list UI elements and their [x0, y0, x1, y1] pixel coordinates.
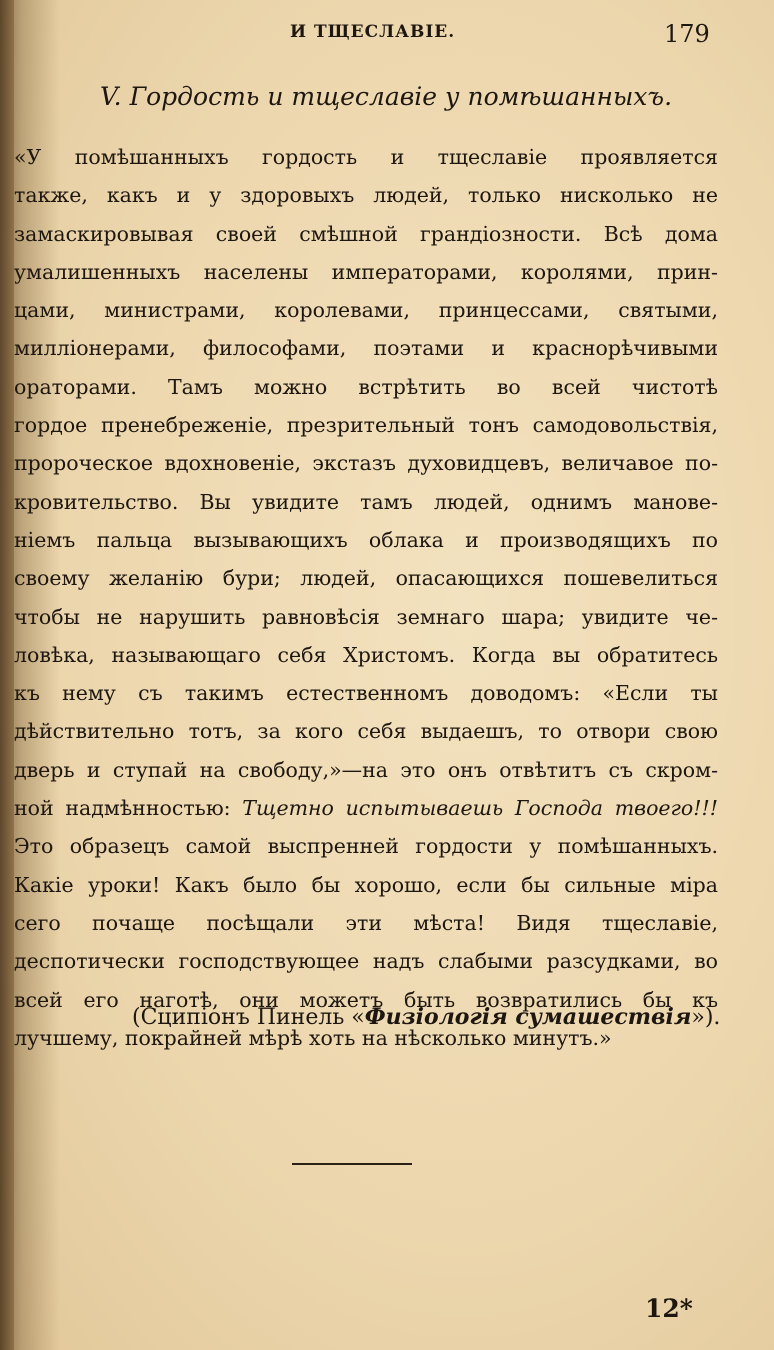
- text-line: замаскировывая своей смѣшной грандіозности. Всѣ дома: [14, 221, 718, 246]
- text-line: сего почаще посѣщали эти мѣста! Видя тщеславіе,: [14, 910, 718, 935]
- text-line: умалишенныхъ населены императорами, королями, прин-: [14, 259, 718, 284]
- text-line: деспотически господствующее надъ слабыми разсудками, во: [14, 949, 718, 974]
- section-end-rule: [292, 1163, 412, 1165]
- italic-quote: Тщетно испытываешь Господа твоего!!!: [242, 796, 718, 821]
- citation-book-title: Физіологія сумашествія: [364, 1004, 692, 1030]
- running-head: И ТЩЕСЛАВІЕ.: [290, 22, 456, 42]
- citation: [132, 1004, 720, 1030]
- text-line: также, какъ и у здоровыхъ людей, только нисколько не: [14, 183, 718, 208]
- text-line-prefix: ной надмѣнностью:: [14, 796, 243, 821]
- text-line: ловѣка, называющаго себя Христомъ. Когда вы обратитесь: [14, 642, 718, 667]
- body-text: [14, 138, 721, 1057]
- page-number: 179: [664, 20, 710, 48]
- text-line: «У помѣшанныхъ гордость и тщеславіе проявляется: [14, 145, 718, 169]
- text-line: дверь и ступай на свободу,»—на это онъ отвѣтитъ съ скром-: [14, 757, 718, 782]
- text-line: чтобы не нарушить равновѣсія земнаго шара; увидите че-: [14, 604, 718, 629]
- section-title: V. Гордость и тщеславіе у помѣшанныхъ.: [100, 82, 673, 111]
- text-line: Какіе уроки! Какъ было бы хорошо, если бы сильные міра: [14, 872, 718, 897]
- citation-author: (Сципіонъ Пинель «: [132, 1005, 365, 1030]
- text-line: кровительство. Вы увидите тамъ людей, однимъ манове-: [14, 489, 718, 514]
- text-line: Это образецъ самой выспренней гордости у помѣшанныхъ.: [14, 834, 718, 859]
- book-spine-shadow: [0, 0, 14, 1350]
- citation-close: »).: [691, 1005, 721, 1030]
- text-line: гордое пренебреженіе, презрительный тонъ самодовольствія,: [14, 413, 718, 438]
- text-line: ораторами. Тамъ можно встрѣтить во всей чистотѣ: [14, 374, 718, 399]
- text-line: своему желанію бури; людей, опасающихся пошевелиться: [14, 566, 718, 591]
- text-line: дѣйствительно тотъ, за кого себя выдаешъ, то отвори свою: [14, 719, 718, 744]
- text-line: къ нему съ такимъ естественномъ доводомъ: «Если ты: [14, 681, 718, 706]
- text-line: пророческое вдохновеніе, экстазъ духовидцевъ, величавое по-: [14, 451, 718, 476]
- signature-mark: 12*: [645, 1294, 693, 1323]
- text-line: милліонерами, философами, поэтами и краснорѣчивыми: [14, 336, 718, 361]
- text-line-last: лучшему, покрайней мѣрѣ хоть на нѣсколько минутъ.»: [14, 1025, 612, 1050]
- text-line: ніемъ пальца вызывающихъ облака и производящихъ по: [14, 527, 718, 552]
- text-line: цами, министрами, королевами, принцессами, святыми,: [14, 298, 718, 323]
- text-line: всей его наготѣ, они можетъ быть возвратились бы къ: [14, 987, 718, 1012]
- text-line-quote: [14, 789, 718, 827]
